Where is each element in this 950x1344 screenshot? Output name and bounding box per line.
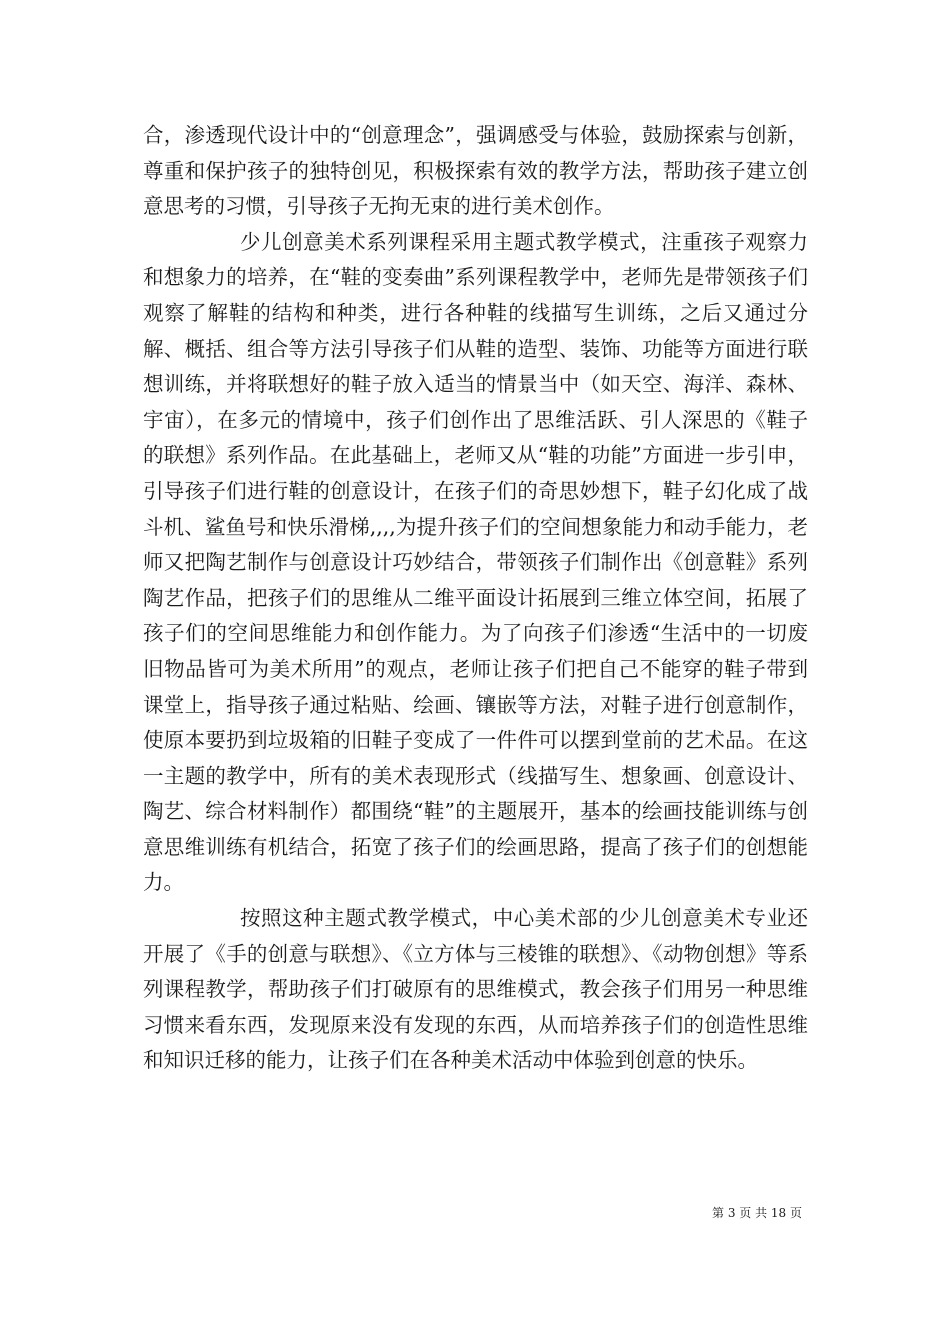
paragraph-theme-teaching: 按照这种主题式教学模式，中心美术部的少儿创意美术专业还开展了《手的创意与联想》、《立方体与三棱锥的联想》、《动物创想》等系列课程教学，帮助孩子们打破原有的思维模式，教会孩子们用另一种思维习惯来看东西，发现原来没有发现的东西，从而培养孩子们的创造性思维和知识迁移的能力，让孩子们在各种美术活动中体验到创意的快乐。 [143, 906, 808, 1073]
document-body [143, 118, 808, 1079]
page-number-footer: 第 3 页 共 18 页 [712, 1206, 802, 1220]
paragraph-shoe-course: 少儿创意美术系列课程采用主题式教学模式，注重孩子观察力和想象力的培养，在“鞋的变奏曲”系列课程教学中，老师先是带领孩子们观察了解鞋的结构和种类，进行各种鞋的线描写生训练，之后又通过分解、概括、组合等方法引导孩子们从鞋的造型、装饰、功能等方面进行联想训练，并将联想好的鞋子放入适当的情景当中（如天空、海洋、森林、宇宙），在多元的情境中，孩子们创作出了思维活跃、引人深思的《鞋子的联想》系列作品。在此基础上，老师又从“鞋的功能”方面进一步引申，引导孩子们进行鞋的创意设计，在孩子们的奇思妙想下，鞋子幻化成了战斗机、鲨鱼号和快乐滑梯,,,,为提升孩子们的空间想象能力和动手能力，老师又把陶艺制作与创意设计巧妙结合，带领孩子们制作出《创意鞋》系列陶艺作品，把孩子们的思维从二维平面设计拓展到三维立体空间，拓展了孩子们的空间思维能力和创作能力。为了向孩子们渗透“生活中的一切废旧物品皆可为美术所用”的观点，老师让孩子们把自己不能穿的鞋子带到课堂上，指导孩子通过粘贴、绘画、镶嵌等方法，对鞋子进行创意制作，使原本要扔到垃圾箱的旧鞋子变成了一件件可以摆到堂前的艺术品。在这一主题的教学中，所有的美术表现形式（线描写生、想象画、创意设计、陶艺、综合材料制作）都围绕“鞋”的主题展开，基本的绘画技能训练与创意思维训练有机结合，拓宽了孩子们的绘画思路，提高了孩子们的创想能力。 [143, 229, 808, 895]
paragraph-continued: 合，渗透现代设计中的“创意理念”，强调感受与体验，鼓励探索与创新，尊重和保护孩子的独特创见，积极探索有效的教学方法，帮助孩子建立创意思考的习惯，引导孩子无拘无束的进行美术创作。 [143, 123, 808, 219]
